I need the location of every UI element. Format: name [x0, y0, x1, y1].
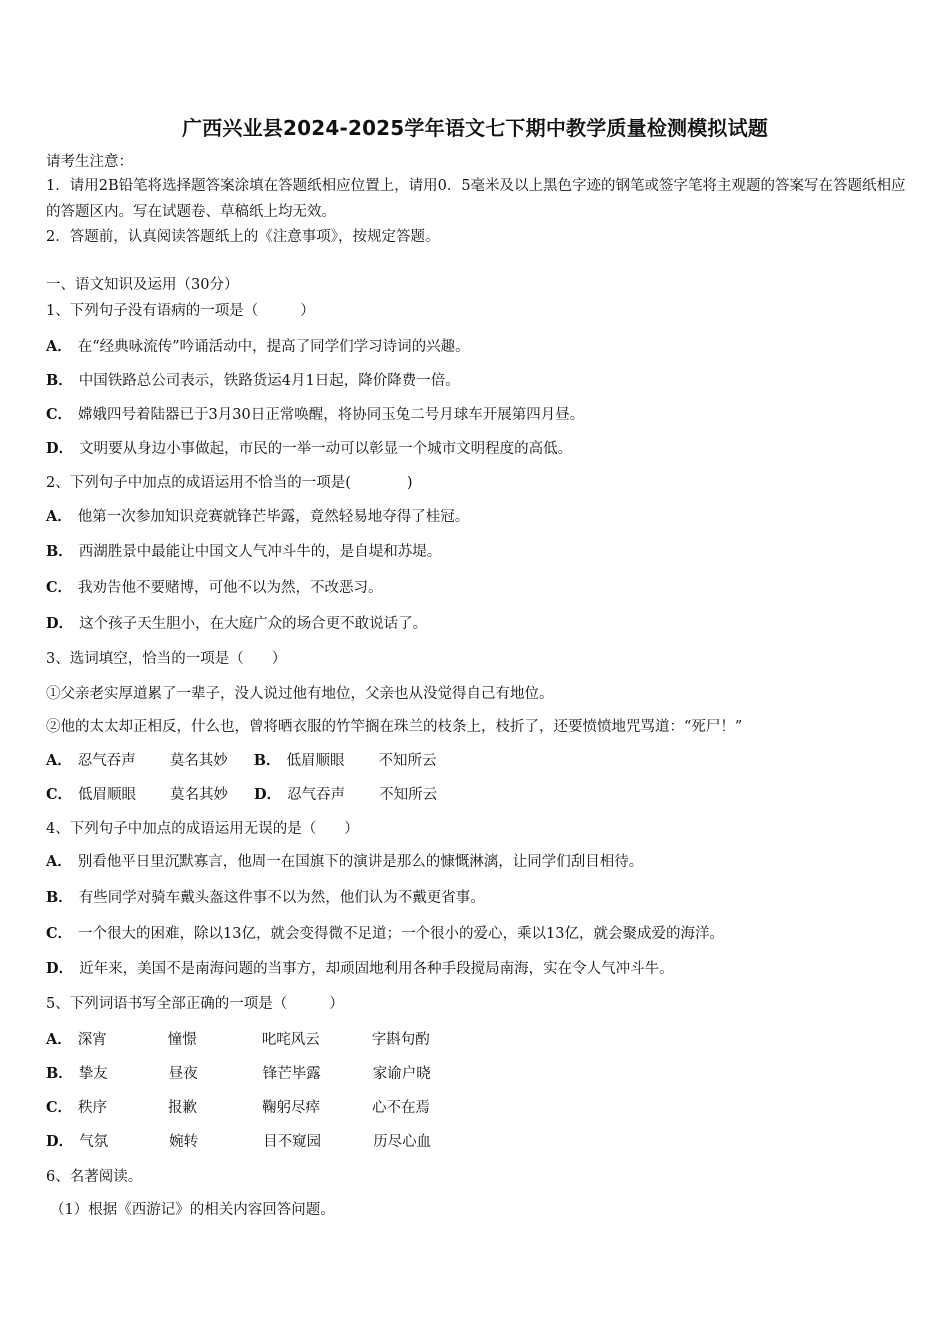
q3-sentence-1: ①父亲老实厚道累了一辈子，没人说过他有地位，父亲也从没觉得自己有地位。 [46, 686, 554, 702]
q5-option-b: B． 挚友 昼夜 锋芒毕露 家谕户晓 [46, 1065, 431, 1082]
q1-option-a: A． 在“经典咏流传”吟诵活动中，提高了同学们学习诗词的兴趣。 [46, 338, 470, 355]
section-heading: 一、语文知识及运用（30分） [46, 277, 239, 293]
q5-option-c: C． 秩序 报歉 鞠躬尽瘁 心不在焉 [46, 1099, 431, 1116]
question-2-stem: 2、下列句子中加点的成语运用不恰当的一项是( ) [46, 475, 413, 491]
q2-option-b: B． 西湖胜景中最能让中国文人气冲斗牛的，是自堤和苏堤。 [46, 543, 442, 560]
q5-option-a: A． 深宵 憧憬 叱咤风云 字斟句酌 [46, 1031, 430, 1048]
notice-item-2: 2．答题前，认真阅读答题纸上的《注意事项》，按规定答题。 [46, 229, 440, 245]
notice-item-1: 1．请用2B铅笔将选择题答案涂填在答题纸相应位置上，请用0．5毫米及以上黑色字迹的钢笔或签字笔将主观题的答案写在答题纸相应的答题区内。写在试题卷、草稿纸上均无效。 [46, 178, 906, 220]
notice-heading: 请考生注意： [46, 154, 133, 170]
q4-option-d: D． 近年来，美国不是南海问题的当事方，却顽固地利用各种手段搅局南海，实在令人气冲斗牛。 [46, 960, 674, 977]
q2-option-c: C． 我劝告他不要赌博，可他不以为然，不改恶习。 [46, 579, 383, 596]
q3-options-row-1: A． 忍气吞声 莫名其妙 B． 低眉顺眼 不知所云 [46, 752, 437, 769]
q1-option-d: D． 文明要从身边小事做起，市民的一举一动可以彰显一个城市文明程度的高低。 [46, 440, 573, 457]
q4-option-b: B． 有些同学对骑车戴头盔这件事不以为然，他们认为不戴更省事。 [46, 889, 485, 906]
question-5-stem: 5、下列词语书写全部正确的一项是（ ） [46, 996, 344, 1012]
q2-option-a: A． 他第一次参加知识竞赛就锋芒毕露，竟然轻易地夺得了桂冠。 [46, 508, 470, 525]
question-4-stem: 4、下列句子中加点的成语运用无误的是（ ） [46, 821, 359, 837]
page-title: 广西兴业县2024-2025学年语文七下期中教学质量检测模拟试题 [181, 116, 769, 140]
question-1-stem: 1、下列句子没有语病的一项是（ ） [46, 303, 315, 319]
q2-option-d: D． 这个孩子天生胆小，在大庭广众的场合更不敢说话了。 [46, 615, 428, 632]
q3-options-row-2: C． 低眉顺眼 莫名其妙 D． 忍气吞声 不知所云 [46, 786, 438, 803]
q1-option-b: B． 中国铁路总公司表示，铁路货运4月1日起，降价降费一倍。 [46, 372, 460, 389]
q6-subquestion-1: （1）根据《西游记》的相关内容回答问题。 [50, 1202, 335, 1218]
question-6-stem: 6、名著阅读。 [46, 1169, 143, 1185]
q3-sentence-2: ②他的太太却正相反，什么也，曾将晒衣服的竹竿搁在珠兰的枝条上，枝折了，还要愤愤地咒骂道：“死尸！” [46, 719, 743, 735]
q1-option-c: C． 嫦娥四号着陆器已于3月30日正常唤醒，将协同玉兔二号月球车开展第四月昼。 [46, 406, 585, 423]
q5-option-d: D． 气氛 婉转 目不窥园 历尽心血 [46, 1133, 432, 1150]
q4-option-c: C． 一个很大的困难，除以13亿，就会变得微不足道；一个很小的爱心，乘以13亿，就会聚成爱的海洋。 [46, 925, 724, 942]
q4-option-a: A． 别看他平日里沉默寡言，他周一在国旗下的演讲是那么的慷慨淋漓，让同学们刮目相待。 [46, 853, 644, 870]
question-3-stem: 3、选词填空，恰当的一项是（ ） [46, 651, 287, 667]
